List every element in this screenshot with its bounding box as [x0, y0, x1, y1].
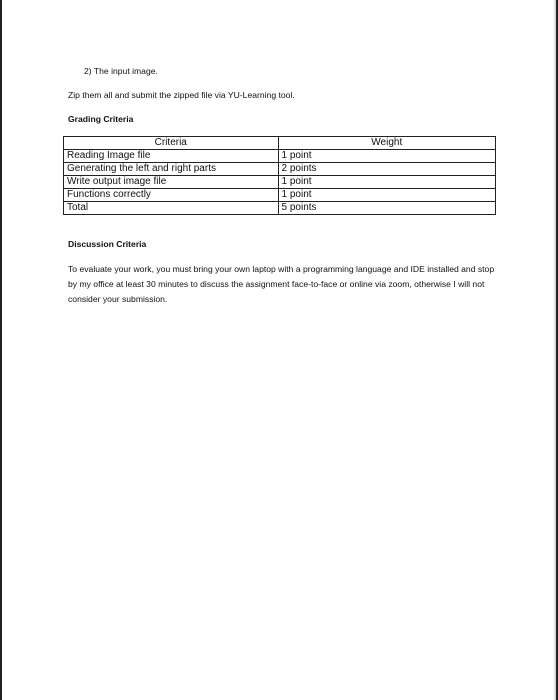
criteria-cell: Write output image file — [64, 176, 279, 189]
header-weight: Weight — [278, 137, 495, 150]
weight-cell: 2 points — [278, 163, 495, 176]
table-header-row — [64, 137, 496, 150]
table-row — [64, 176, 496, 189]
table-row — [64, 163, 496, 176]
criteria-cell: Generating the left and right parts — [64, 163, 279, 176]
list-item-input-image: 2) The input image. — [84, 66, 158, 76]
weight-cell: 1 point — [278, 176, 495, 189]
table-row — [64, 150, 496, 163]
discussion-criteria-heading: Discussion Criteria — [68, 239, 147, 249]
table-row — [64, 189, 496, 202]
grading-criteria-heading: Grading Criteria — [68, 114, 134, 124]
criteria-cell: Functions correctly — [64, 189, 279, 202]
submission-instruction: Zip them all and submit the zipped file via YU-Learning tool. — [68, 90, 295, 100]
grading-table — [63, 136, 496, 215]
criteria-cell: Reading Image file — [64, 150, 279, 163]
page-border-left — [0, 0, 2, 700]
discussion-paragraph: To evaluate your work, you must bring your own laptop with a programming language and IDE installed and stop by my office at least 30 minutes to discuss the assignment face-to-face or online via zoom, otherwise I will not consider your submission. — [68, 264, 495, 305]
table-row-total — [64, 202, 496, 215]
weight-cell: 5 points — [278, 202, 495, 215]
header-criteria: Criteria — [64, 137, 279, 150]
criteria-cell: Total — [64, 202, 279, 215]
weight-cell: 1 point — [278, 150, 495, 163]
weight-cell: 1 point — [278, 189, 495, 202]
